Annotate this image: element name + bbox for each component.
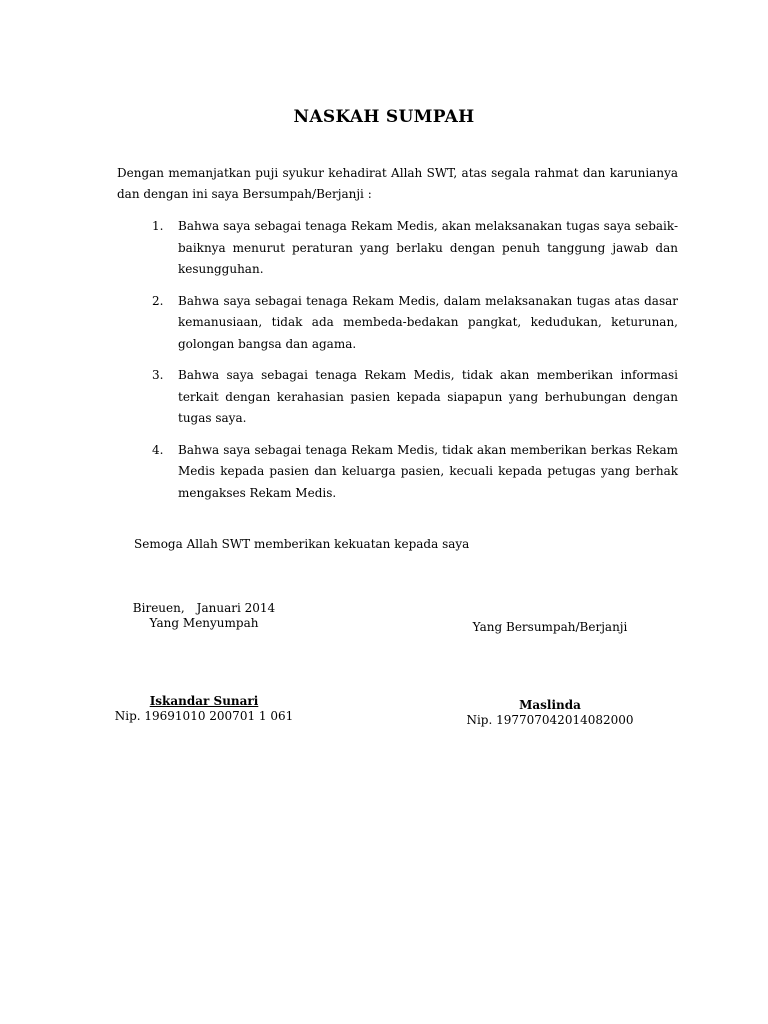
closing-statement: Semoga Allah SWT memberikan kekuatan kepada saya bbox=[134, 537, 470, 551]
document-title: NASKAH SUMPAH bbox=[293, 107, 475, 127]
oath-list bbox=[117, 216, 678, 514]
list-item-text: Bahwa saya sebagai tenaga Rekam Medis, tidak akan memberikan informasi terkait dengan kerahasian pasien kepada siapapun yang berhubungan dengan tugas saya. bbox=[178, 368, 678, 425]
left-signatory-name: Iskandar Sunari bbox=[149, 694, 259, 708]
list-item-text: Bahwa saya sebagai tenaga Rekam Medis, dalam melaksanakan tugas atas dasar kemanusiaan, tidak ada membeda-bedakan pangkat, kedudukan, keturunan, golongan bangsa dan agama. bbox=[178, 293, 678, 351]
list-item bbox=[117, 216, 678, 281]
list-item bbox=[117, 365, 678, 430]
left-signatory-role: Yang Menyumpah bbox=[149, 616, 259, 630]
list-item-number: 4. bbox=[152, 442, 164, 457]
list-item-text: Bahwa saya sebagai tenaga Rekam Medis, akan melaksanakan tugas saya sebaik-baiknya menurut peraturan yang berlaku dengan penuh tanggung jawab dan kesungguhan. bbox=[178, 219, 678, 276]
date-text: Januari 2014 bbox=[196, 601, 276, 615]
left-signatory-nip: Nip. 19691010 200701 1 061 bbox=[114, 709, 294, 723]
list-item-text: Bahwa saya sebagai tenaga Rekam Medis, tidak akan memberikan berkas Rekam Medis kepada pasien dan keluarga pasien, kecuali kepada petugas yang berhak mengakses Rekam Medis. bbox=[178, 442, 678, 500]
list-item bbox=[117, 440, 678, 505]
place-text: Bireuen, bbox=[132, 601, 185, 615]
list-item-number: 2. bbox=[152, 293, 164, 308]
list-item-number: 3. bbox=[152, 368, 164, 382]
list-item bbox=[117, 291, 678, 356]
place-date bbox=[104, 601, 304, 615]
right-signatory-name: Maslinda bbox=[519, 698, 581, 712]
right-signatory-role: Yang Bersumpah/Berjanji bbox=[472, 620, 628, 634]
right-signatory-nip: Nip. 197707042014082000 bbox=[466, 713, 634, 727]
intro-paragraph: Dengan memanjatkan puji syukur kehadirat Allah SWT, atas segala rahmat dan karunianya dan dengan ini saya Bersumpah/Berjanji : bbox=[117, 166, 678, 201]
list-item-number: 1. bbox=[152, 219, 164, 233]
